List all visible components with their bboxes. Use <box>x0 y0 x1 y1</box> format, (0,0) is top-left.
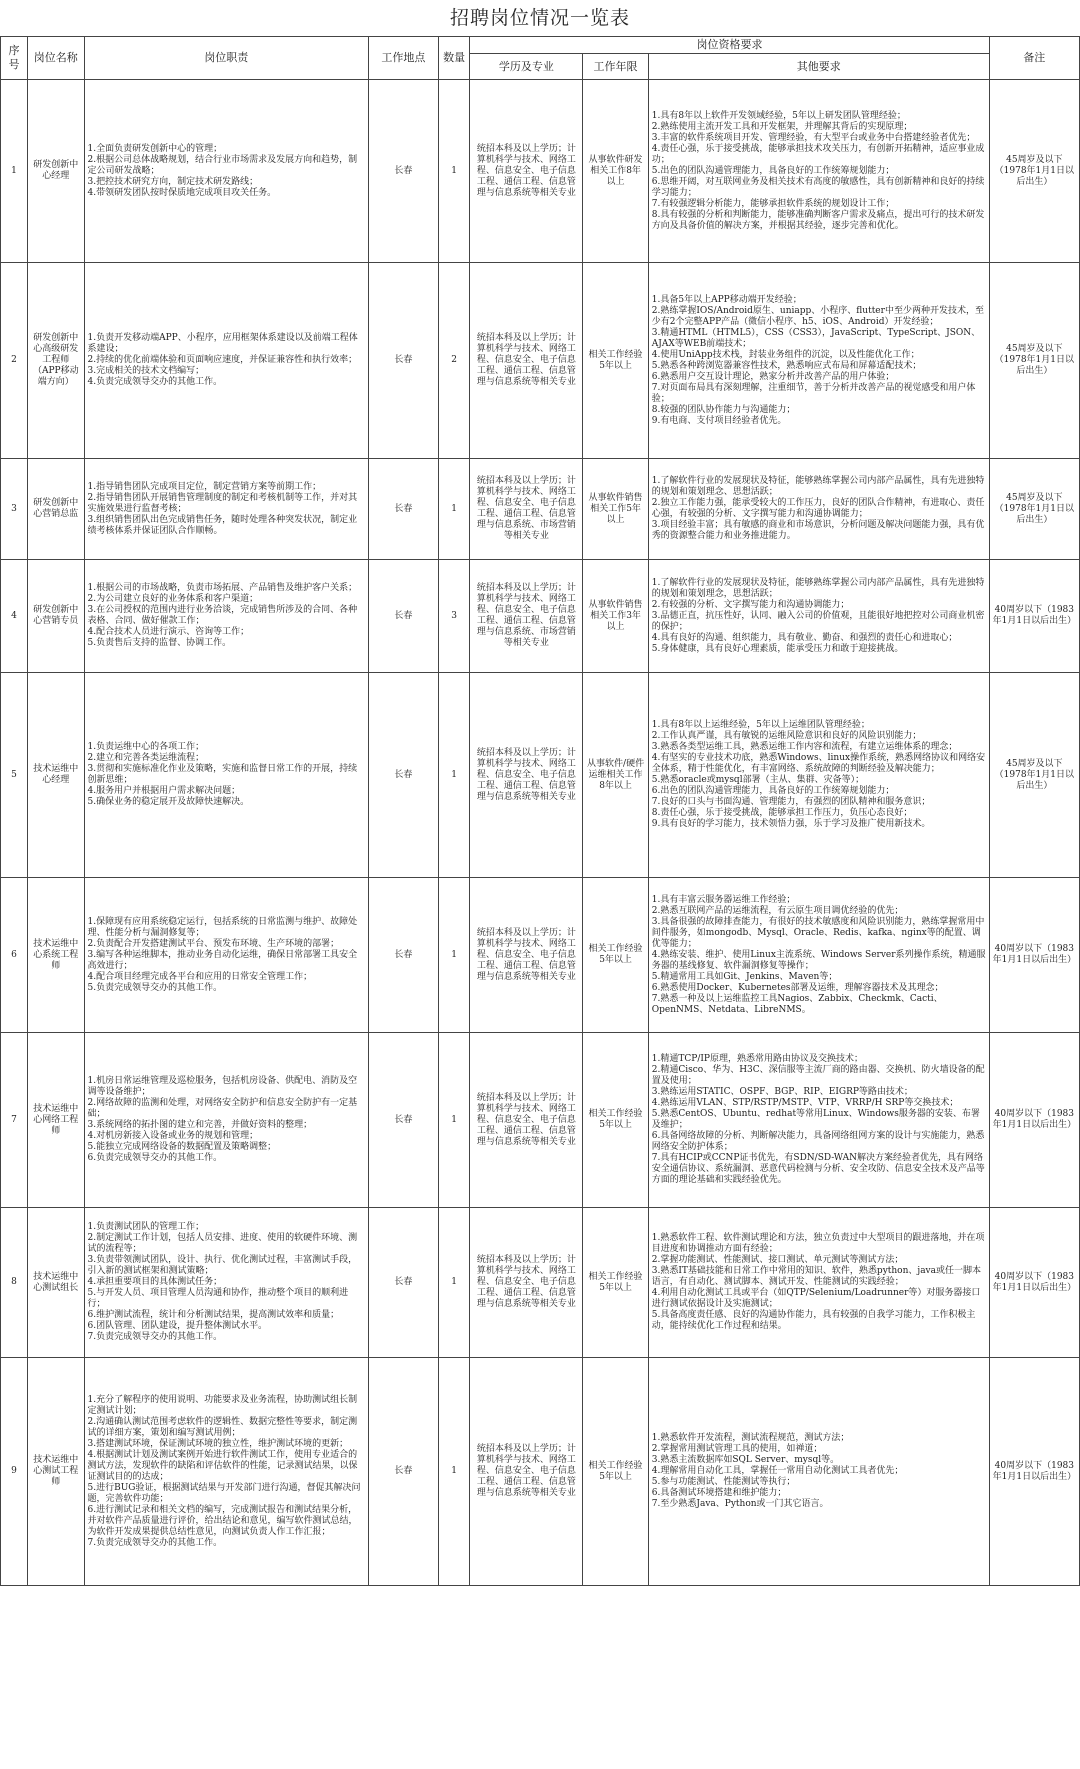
cell-other-line: 1.了解软件行业的发展现状及特征，能够熟练掌握公司内部产品属性，具有先进独特的规划和策划理念、思想活跃； <box>651 476 985 497</box>
cell-other-line: 3.品德正直，抗压性好，认同、融入公司的价值观，且能很好地把控对公司商业机密的保护； <box>651 610 985 632</box>
header-count: 数量 <box>438 37 470 80</box>
cell-remark: 40周岁以下（1983年1月1日以后出生） <box>989 1033 1079 1208</box>
header-position: 岗位名称 <box>28 37 84 80</box>
cell-location: 长春 <box>368 263 438 459</box>
cell-seq: 2 <box>1 263 28 459</box>
cell-other-line: 4.利用自动化测试工具或平台（如QTP/Selenium/Loadrunner等）对服务器接口进行测试依据设计及实施测试； <box>651 1288 981 1309</box>
cell-other-line: 2.熟练使用主流开发工具和开发框架，并理解其背后的实现原理； <box>651 121 913 132</box>
cell-duties-line: 3.把控技术研究方向，制定技术研发路线； <box>87 176 259 187</box>
cell-position: 技术运维中心网络工程师 <box>28 1033 84 1208</box>
cell-position: 研发创新中心经理 <box>28 80 84 263</box>
cell-other-line: 2.掌握功能测试、性能测试、接口测试、单元测试等测试方法； <box>651 1255 904 1265</box>
cell-count: 3 <box>438 560 470 673</box>
cell-other-line: 4.责任心强，乐于接受挑战，能够承担技术攻关压力，有创新开拓精神，适应事业成功； <box>651 143 985 165</box>
cell-count: 1 <box>438 673 470 878</box>
cell-seq: 8 <box>1 1208 28 1358</box>
page-title: 招聘岗位情况一览表 <box>449 7 630 29</box>
cell-other-line: 2.工作认真严谨，具有敏锐的运维风险意识和良好的风险识别能力； <box>651 731 922 741</box>
table-row <box>1 560 1080 673</box>
cell-duties-line: 1.充分了解程序的使用说明、功能要求及业务流程，协助测试组长制定测试计划； <box>87 1394 358 1416</box>
cell-duties-line: 2.为公司建立良好的业务体系和客户渠道； <box>87 594 259 604</box>
cell-duties-line: 4.服务用户并根据用户需求解决问题； <box>87 786 241 796</box>
cell-other <box>648 263 989 459</box>
cell-duties-line: 1.机房日常运维管理及巡检服务，包括机房设备、供配电、消防及空调等设备维护； <box>87 1076 358 1097</box>
cell-duties-line: 3.搭建测试环境，保证测试环境的独立性，维护测试环境的更新； <box>87 1438 349 1449</box>
cell-other <box>648 1208 989 1358</box>
cell-duties-line: 2.持续的优化前端体验和页面响应速度，并保证兼容性和执行效率； <box>87 355 358 365</box>
cell-duties-line: 4.承担重要项目的具体测试任务； <box>87 1277 223 1287</box>
cell-duties <box>84 263 368 459</box>
cell-seq: 6 <box>1 878 28 1033</box>
cell-years: 相关工作经验5年以上 <box>583 1358 648 1586</box>
cell-other <box>648 1033 989 1208</box>
cell-other-line: 2.熟悉互联网产品的运维流程，有云原生项目调优经验的优先； <box>651 905 904 916</box>
cell-other-line: 7.有较强逻辑分析能力，能够承担软件系统的规划设计工作； <box>651 198 895 209</box>
cell-duties-line: 5.负责售后支持的监督、协调工作。 <box>87 638 232 648</box>
cell-duties-line: 1.保障现有应用系统稳定运行，包括系统的日常监测与维护、故障处理、性能分析与漏洞修复等； <box>87 916 358 938</box>
cell-remark: 45周岁及以下（1978年1月1日以后出生） <box>989 80 1079 263</box>
cell-position: 技术运维中心测试工程师 <box>28 1358 84 1586</box>
cell-other-line: 3.丰富的软件系统项目开发、管理经验，有大型平台或业务中台搭建经验者优先； <box>651 132 976 143</box>
cell-other-line: 9.有电商、支付项目经验者优先。 <box>651 415 787 426</box>
cell-other-line: 1.具有8年以上软件开发领域经验，5年以上研发团队管理经验； <box>651 110 906 121</box>
cell-other-line: 4.具有良好的沟通、组织能力，具有敬业、勤奋、和强烈的责任心和进取心； <box>651 632 958 643</box>
cell-count: 1 <box>438 1033 470 1208</box>
cell-duties-line: 3.贯彻和实施标准化作业及策略，实施和监督日常工作的开展，持续创新思维； <box>87 764 358 785</box>
cell-location: 长春 <box>368 459 438 560</box>
cell-education: 统招本科及以上学历；计算机科学与技术、网络工程、信息安全、电子信息工程、通信工程、信息管理与信息系统等相关专业 <box>470 1033 583 1208</box>
cell-position: 研发创新中心营销专员 <box>28 560 84 673</box>
cell-duties-line: 1.负责运维中心的各项工作； <box>87 742 205 752</box>
cell-other-line: 2.独立工作能力强，能承受较大的工作压力，良好的团队合作精神，有进取心、责任心强，有较强的分析、文字撰写能力和沟通协调能力； <box>651 498 985 519</box>
cell-location: 长春 <box>368 80 438 263</box>
cell-duties-line: 2.指导销售团队开展销售管理制度的制定和考核机制等工作，并对其实施效果进行监督考核； <box>87 492 358 514</box>
header-education: 学历及专业 <box>470 54 583 80</box>
cell-years: 相关工作经验5年以上 <box>583 1033 648 1208</box>
cell-other-line: 5.身体健康，具有良好心理素质，能承受压力和敢于迎接挑战。 <box>651 643 904 654</box>
cell-other-line: 8.较强的团队协作能力与沟通能力； <box>651 404 796 415</box>
cell-duties <box>84 459 368 560</box>
table-row <box>1 263 1080 459</box>
cell-location: 长春 <box>368 1033 438 1208</box>
cell-duties <box>84 80 368 263</box>
cell-remark: 45周岁及以下（1978年1月1日以后出生） <box>989 263 1079 459</box>
cell-other-line: 1.具有8年以上运维经验，5年以上运维团队管理经验； <box>651 720 870 730</box>
cell-duties-line: 5.与开发人员、项目管理人员沟通和协作，推动整个项目的顺利进行； <box>87 1288 349 1309</box>
cell-seq: 3 <box>1 459 28 560</box>
cell-duties-line: 3.负责带领测试团队，设计、执行、优化测试过程，丰富测试手段，引入新的测试框架和测试策略； <box>87 1255 358 1276</box>
cell-other <box>648 1358 989 1586</box>
cell-other-line: 6.出色的团队沟通管理能力，具备良好的工作统筹规划能力； <box>651 786 895 796</box>
cell-count: 1 <box>438 1208 470 1358</box>
cell-location: 长春 <box>368 878 438 1033</box>
cell-other-line: 3.精通HTML（HTML5），CSS（CSS3），JavaScript、TypeScript、JSON、AJAX等WEB前端技术； <box>651 327 981 349</box>
cell-education: 统招本科及以上学历；计算机科学与技术、网络工程、信息安全、电子信息工程、通信工程、信息管理与信息系统、市场营销等相关专业 <box>470 459 583 560</box>
cell-other-line: 3.具备很强的故障排查能力，有很好的技术敏感度和风险识别能力，熟练掌握常用中间件服务，如mongodb、Mysql、Oracle、Redis、kafka、nginx等的配置、调优等能力； <box>651 916 985 949</box>
cell-duties-line: 6.团队管理、团队建设，提升整体测试水平。 <box>87 1321 268 1331</box>
cell-count: 2 <box>438 263 470 459</box>
cell-duties-line: 5.确保业务的稳定展开及故障快速解决。 <box>87 797 250 807</box>
table-row <box>1 459 1080 560</box>
cell-other-line: 4.使用UniApp技术栈，封装业务组件的沉淀，以及性能优化工作； <box>651 349 920 360</box>
cell-duties-line: 4.带领研发团队按时保质地完成项目攻关任务。 <box>87 187 277 198</box>
cell-years: 从事软件/硬件运维相关工作8年以上 <box>583 673 648 878</box>
cell-duties-line: 2.建立和完善各类运维流程； <box>87 753 205 763</box>
cell-position: 研发创新中心营销总监 <box>28 459 84 560</box>
cell-other-line: 2.精通Cisco、华为、H3C、深信服等主流厂商的路由器、交换机、防火墙设备的配置及使用； <box>651 1065 985 1086</box>
cell-other-line: 1.了解软件行业的发展现状及特征，能够熟练掌握公司内部产品属性，具有先进独特的规划和策划理念，思想活跃； <box>651 577 985 599</box>
cell-other-line: 5.具备高度责任感、良好的沟通协作能力，具有较强的自我学习能力，工作积极主动，能持续优化工作过程和结果。 <box>651 1310 976 1331</box>
cell-duties-line: 3.编写各种运维脚本，推动业务自动化运维，确保日常部署工具安全高效进行； <box>87 949 358 971</box>
cell-other-line: 7.熟悉一种及以上运维监控工具Nagios、Zabbix、Checkmk、Cacti、OpenNMS、Netdata、LibreNMS。 <box>651 993 943 1015</box>
cell-education: 统招本科及以上学历；计算机科学与技术、网络工程、信息安全、电子信息工程、通信工程、信息管理与信息系统、市场营销等相关专业 <box>470 560 583 673</box>
cell-other-line: 3.熟悉IT基础技能和日常工作中常用的知识、软件，熟悉python、java或任一脚本语言，有自动化、测试脚本、测试开发、性能测试的实践经验； <box>651 1266 982 1287</box>
cell-other-line: 5.参与功能测试、性能测试等执行； <box>651 1477 796 1487</box>
cell-other-line: 8.责任心强，乐于接受挑战，能够承担工作压力，负压心态良好； <box>651 808 913 818</box>
cell-other-line: 9.具有良好的学习能力，技术领悟力强，乐于学习及推广使用新技术。 <box>651 819 931 829</box>
cell-education: 统招本科及以上学历；计算机科学与技术、网络工程、信息安全、电子信息工程、通信工程、信息管理与信息系统等相关专业 <box>470 673 583 878</box>
cell-position: 技术运维中心测试组长 <box>28 1208 84 1358</box>
cell-years: 相关工作经验5年以上 <box>583 878 648 1033</box>
cell-other-line: 3.熟练运用STATIC、OSPF、BGP、RIP、EIGRP等路由技术； <box>651 1087 913 1097</box>
table-row <box>1 878 1080 1033</box>
cell-years: 从事软件研发相关工作8年以上 <box>583 80 648 263</box>
cell-other-line: 2.熟练掌握IOS/Android原生、uniapp、小程序、flutter中至少两种开发技术，至少有2个完整APP产品（微信小程序、h5、iOS、Android）开发经验； <box>651 305 984 327</box>
cell-duties-line: 4.配合技术人员进行演示、咨询等工作； <box>87 627 250 637</box>
cell-duties-line: 5.进行BUG验证，根据测试结果与开发部门进行沟通，督促其解决问题，完善软件功能； <box>87 1482 361 1504</box>
cell-duties <box>84 673 368 878</box>
cell-other-line: 6.思维开阔，对互联网业务及相关技术有高度的敏感性，具有创新精神和良好的持续学习能力； <box>651 176 985 198</box>
table-row <box>1 673 1080 878</box>
cell-other-line: 5.熟悉各种跨浏览器兼容性技术，熟悉响应式布局和屏幕适配技术； <box>651 360 922 371</box>
cell-location: 长春 <box>368 1208 438 1358</box>
cell-other-line: 7.良好的口头与书面沟通、管理能力，有强烈的团队精神和服务意识； <box>651 797 931 807</box>
cell-remark: 40周岁以下（1983年1月1日以后出生） <box>989 1208 1079 1358</box>
cell-other-line: 3.熟悉各类型运维工具，熟悉运维工作内容和流程，有建立运维体系的理念； <box>651 742 958 752</box>
positions-table <box>0 36 1080 1586</box>
cell-seq: 7 <box>1 1033 28 1208</box>
cell-duties-line: 3.组织销售团队出色完成销售任务，随时处理各种突发状况，制定业绩考核体系并保证团队合作顺畅。 <box>87 514 358 536</box>
cell-remark: 45周岁及以下（1978年1月1日以后出生） <box>989 459 1079 560</box>
cell-other <box>648 459 989 560</box>
cell-other-line: 1.熟悉软件开发流程，测试流程规范，测试方法； <box>651 1433 850 1443</box>
cell-other-line: 4.熟练安装、维护、使用Linux主流系统、Windows Server系列操作系统，精通服务器的基线修复、软件漏洞修复等操作； <box>651 949 986 971</box>
cell-duties <box>84 1208 368 1358</box>
cell-other-line: 7.具有HCIP或CCNP证书优先，有SDN/SD-WAN解决方案经验者优先，具有网络安全通信协议、系统漏洞、恶意代码检测与分析、安全攻防、信息安全技术及产品等方面的理论基础和实践经验优先。 <box>651 1153 985 1185</box>
cell-education: 统招本科及以上学历；计算机科学与技术、网络工程、信息安全、电子信息工程、通信工程、信息管理与信息系统等相关专业 <box>470 1208 583 1358</box>
cell-duties-line: 6.进行测试记录和相关文档的编写，完成测试报告和测试结果分析，并对软件产品质量进行评价，给出结论和意见，编写软件测试总结，为软件开发成果提供总结性意见，向测试负责人作工作汇报； <box>87 1504 358 1537</box>
cell-other-line: 1.具备5年以上APP移动端开发经验； <box>651 294 802 305</box>
table-body <box>1 80 1080 1586</box>
cell-duties <box>84 1033 368 1208</box>
header-location: 工作地点 <box>368 37 438 80</box>
cell-duties <box>84 560 368 673</box>
cell-other-line: 1.精通TCP/IP原理，熟悉常用路由协议及交换技术； <box>651 1054 863 1064</box>
cell-education: 统招本科及以上学历；计算机科学与技术、网络工程、信息安全、电子信息工程、通信工程、信息管理与信息系统等相关专业 <box>470 80 583 263</box>
cell-education: 统招本科及以上学历；计算机科学与技术、网络工程、信息安全、电子信息工程、通信工程、信息管理与信息系统等相关专业 <box>470 1358 583 1586</box>
cell-years: 相关工作经验5年以上 <box>583 1208 648 1358</box>
cell-education: 统招本科及以上学历；计算机科学与技术、网络工程、信息安全、电子信息工程、通信工程、信息管理与信息系统等相关专业 <box>470 878 583 1033</box>
cell-seq: 1 <box>1 80 28 263</box>
header-duties: 岗位职责 <box>84 37 368 80</box>
cell-duties-line: 1.根据公司的市场战略，负责市场拓展、产品销售及维护客户关系； <box>87 583 358 593</box>
cell-other-line: 3.项目经验丰富；具有敏感的商业和市场意识，分析问题及解决问题能力强，具有优秀的资源整合能力和业务推进能力。 <box>651 520 985 541</box>
cell-position: 技术运维中心经理 <box>28 673 84 878</box>
cell-remark: 45周岁及以下（1978年1月1日以后出生） <box>989 673 1079 878</box>
cell-seq: 9 <box>1 1358 28 1586</box>
cell-other-line: 2.掌握常用测试管理工具的使用，如禅道； <box>651 1444 823 1454</box>
cell-other-line: 6.熟悉用户交互设计理论，熟家分析并改善产品的用户体验； <box>651 371 895 382</box>
cell-education: 统招本科及以上学历；计算机科学与技术、网络工程、信息安全、电子信息工程、通信工程、信息管理与信息系统等相关专业 <box>470 263 583 459</box>
cell-other-line: 6.具备测试环境搭建和维护能力； <box>651 1488 787 1498</box>
cell-duties-line: 4.对机房新接入设备或业务的规划和管理； <box>87 1131 259 1141</box>
cell-duties-line: 3.完成相关的技术文档编写； <box>87 366 205 376</box>
cell-duties-line: 2.负责配合开发搭建测试平台、预发布环境、生产环境的部署； <box>87 938 340 949</box>
cell-other-line: 4.有坚实的专业技术功底，熟悉Windows、linux操作系统，熟悉网络协议和网络安全体系，精于性能优化，有丰富网络、系统故障的判断经验及解决能力； <box>651 753 986 774</box>
cell-other-line: 6.具备网络故障的分析、判断解决能力，具备网络组网方案的设计与实施能力，熟悉网络安全防护体系； <box>651 1131 985 1152</box>
cell-duties-line: 2.根据公司总体战略规划，结合行业市场需求及发展方向和趋势，制定公司研发战略； <box>87 154 358 176</box>
cell-duties <box>84 878 368 1033</box>
header-qualification: 岗位资格要求 <box>470 37 989 54</box>
table-row <box>1 1033 1080 1208</box>
cell-duties-line: 4.根据测试计划及测试案例开始进行软件测试工作，使用专业适合的测试方法，发现软件的缺陷和评估软件的性能，记录测试结果，以保证测试目的的达成； <box>87 1449 358 1482</box>
cell-duties-line: 7.负责完成领导交办的其他工作。 <box>87 1332 223 1342</box>
cell-other-line: 5.精通常用工具如Git、Jenkins、Maven等； <box>651 971 838 982</box>
cell-other-line: 6.熟悉使用Docker、Kubernetes部署及运维，理解容器技术及其理念； <box>651 982 944 993</box>
cell-other <box>648 878 989 1033</box>
cell-years: 相关工作经验5年以上 <box>583 263 648 459</box>
cell-other-line: 1.熟悉软件工程、软件测试理论和方法，独立负责过中大型项目的跟进落地，并在项目进度和协调推动方面有经验； <box>651 1233 985 1254</box>
cell-other-line: 5.熟悉oracle或mysql部署（主从、集群、灾备等）； <box>651 775 865 785</box>
cell-other-line: 4.理解常用自动化工具，掌握任一常用自动化测试工具者优先； <box>651 1466 904 1476</box>
cell-seq: 4 <box>1 560 28 673</box>
cell-other-line: 4.熟练运用VLAN、STP/RSTP/MSTP、VTP、VRRP/H SRP等交换技术； <box>651 1098 959 1108</box>
cell-years: 从事软件销售相关工作5年以上 <box>583 459 648 560</box>
cell-remark: 40周岁以下（1983年1月1日以后出生） <box>989 560 1079 673</box>
cell-duties-line: 6.维护测试流程，统计和分析测试结果，提高测试效率和质量； <box>87 1310 340 1320</box>
header-seq: 序号 <box>1 37 28 80</box>
cell-other-line: 8.具有较强的分析和判断能力，能够准确判断客户需求及痛点，提出可行的技术研发方向及具备价值的解决方案，并根据其经验，逐步完善和优化。 <box>651 209 985 231</box>
header-remark: 备注 <box>989 37 1079 80</box>
cell-duties-line: 3.在公司授权的范围内进行业务洽谈，完成销售所涉及的合同、各种表格、合同、做好催款工作； <box>87 605 358 626</box>
cell-duties-line: 1.负责开发移动端APP、小程序，应用框架体系建设以及前端工程体系建设； <box>87 333 358 354</box>
cell-other-line: 7.至少熟悉Java、Python或一门其它语言。 <box>651 1499 829 1509</box>
cell-other-line: 1.具有丰富云服务器运维工作经验； <box>651 894 796 905</box>
cell-duties-line: 4.负责完成领导交办的其他工作。 <box>87 377 223 387</box>
cell-other-line: 5.出色的团队沟通管理能力，具备良好的工作统筹规划能力； <box>651 165 895 176</box>
cell-duties-line: 2.网络故障的监测和处理，对网络安全防护和信息安全防护有一定基础； <box>87 1098 358 1119</box>
cell-count: 1 <box>438 459 470 560</box>
table-row <box>1 80 1080 263</box>
cell-other <box>648 673 989 878</box>
cell-duties-line: 4.配合项目经理完成各平台和应用的日常安全管理工作； <box>87 971 313 982</box>
cell-other-line: 5.熟悉CentOS、Ubuntu、redhat等常用Linux、Windows服务器的安装、布署及维护； <box>651 1109 980 1130</box>
cell-duties-line: 1.指导销售团队完成项目定位，制定营销方案等前期工作； <box>87 481 322 492</box>
table-row <box>1 1358 1080 1586</box>
cell-position: 技术运维中心系统工程师 <box>28 878 84 1033</box>
cell-other <box>648 560 989 673</box>
cell-duties-line: 1.全面负责研发创新中心的管理； <box>87 143 223 154</box>
cell-position: 研发创新中心高级研发工程师（APP移动端方向） <box>28 263 84 459</box>
cell-seq: 5 <box>1 673 28 878</box>
header-other: 其他要求 <box>648 54 989 80</box>
cell-count: 1 <box>438 80 470 263</box>
cell-duties-line: 5.负责完成领导交办的其他工作。 <box>87 982 223 993</box>
cell-duties <box>84 1358 368 1586</box>
cell-other-line: 3.熟悉主流数据库如SQL Server、mysql等。 <box>651 1455 840 1465</box>
cell-count: 1 <box>438 1358 470 1586</box>
cell-duties-line: 2.制定测试工作计划，包括人员安排、进度、使用的软硬件环境、测试的流程等； <box>87 1233 358 1254</box>
table-row <box>1 1208 1080 1358</box>
cell-location: 长春 <box>368 673 438 878</box>
cell-count: 1 <box>438 878 470 1033</box>
cell-duties-line: 3.系统网络的拓扑图的建立和完善，并做好资料的整理； <box>87 1120 313 1130</box>
cell-duties-line: 7.负责完成领导交办的其他工作。 <box>87 1537 223 1548</box>
cell-duties-line: 6.负责完成领导交办的其他工作。 <box>87 1153 223 1163</box>
header-years: 工作年限 <box>583 54 648 80</box>
cell-duties-line: 5.能独立完成网络设备的数据配置及策略调整； <box>87 1142 277 1152</box>
cell-other <box>648 80 989 263</box>
cell-duties-line: 1.负责测试团队的管理工作； <box>87 1222 205 1232</box>
cell-remark: 40周岁以下（1983年1月1日以后出生） <box>989 878 1079 1033</box>
cell-location: 长春 <box>368 1358 438 1586</box>
cell-duties-line: 2.沟通确认测试范围考虑软件的逻辑性、数据完整性等要求，制定测试的详细方案，策划和编写测试用例； <box>87 1416 358 1438</box>
cell-location: 长春 <box>368 560 438 673</box>
cell-remark: 40周岁以下（1983年1月1日以后出生） <box>989 1358 1079 1586</box>
cell-other-line: 2.有较强的分析、文字撰写能力和沟通协调能力； <box>651 599 850 610</box>
cell-other-line: 7.对页面布局具有深刻理解，注重细节，善于分析并改善产品的视觉感受和用户体验； <box>651 382 976 404</box>
cell-years: 从事软件销售相关工作3年以上 <box>583 560 648 673</box>
